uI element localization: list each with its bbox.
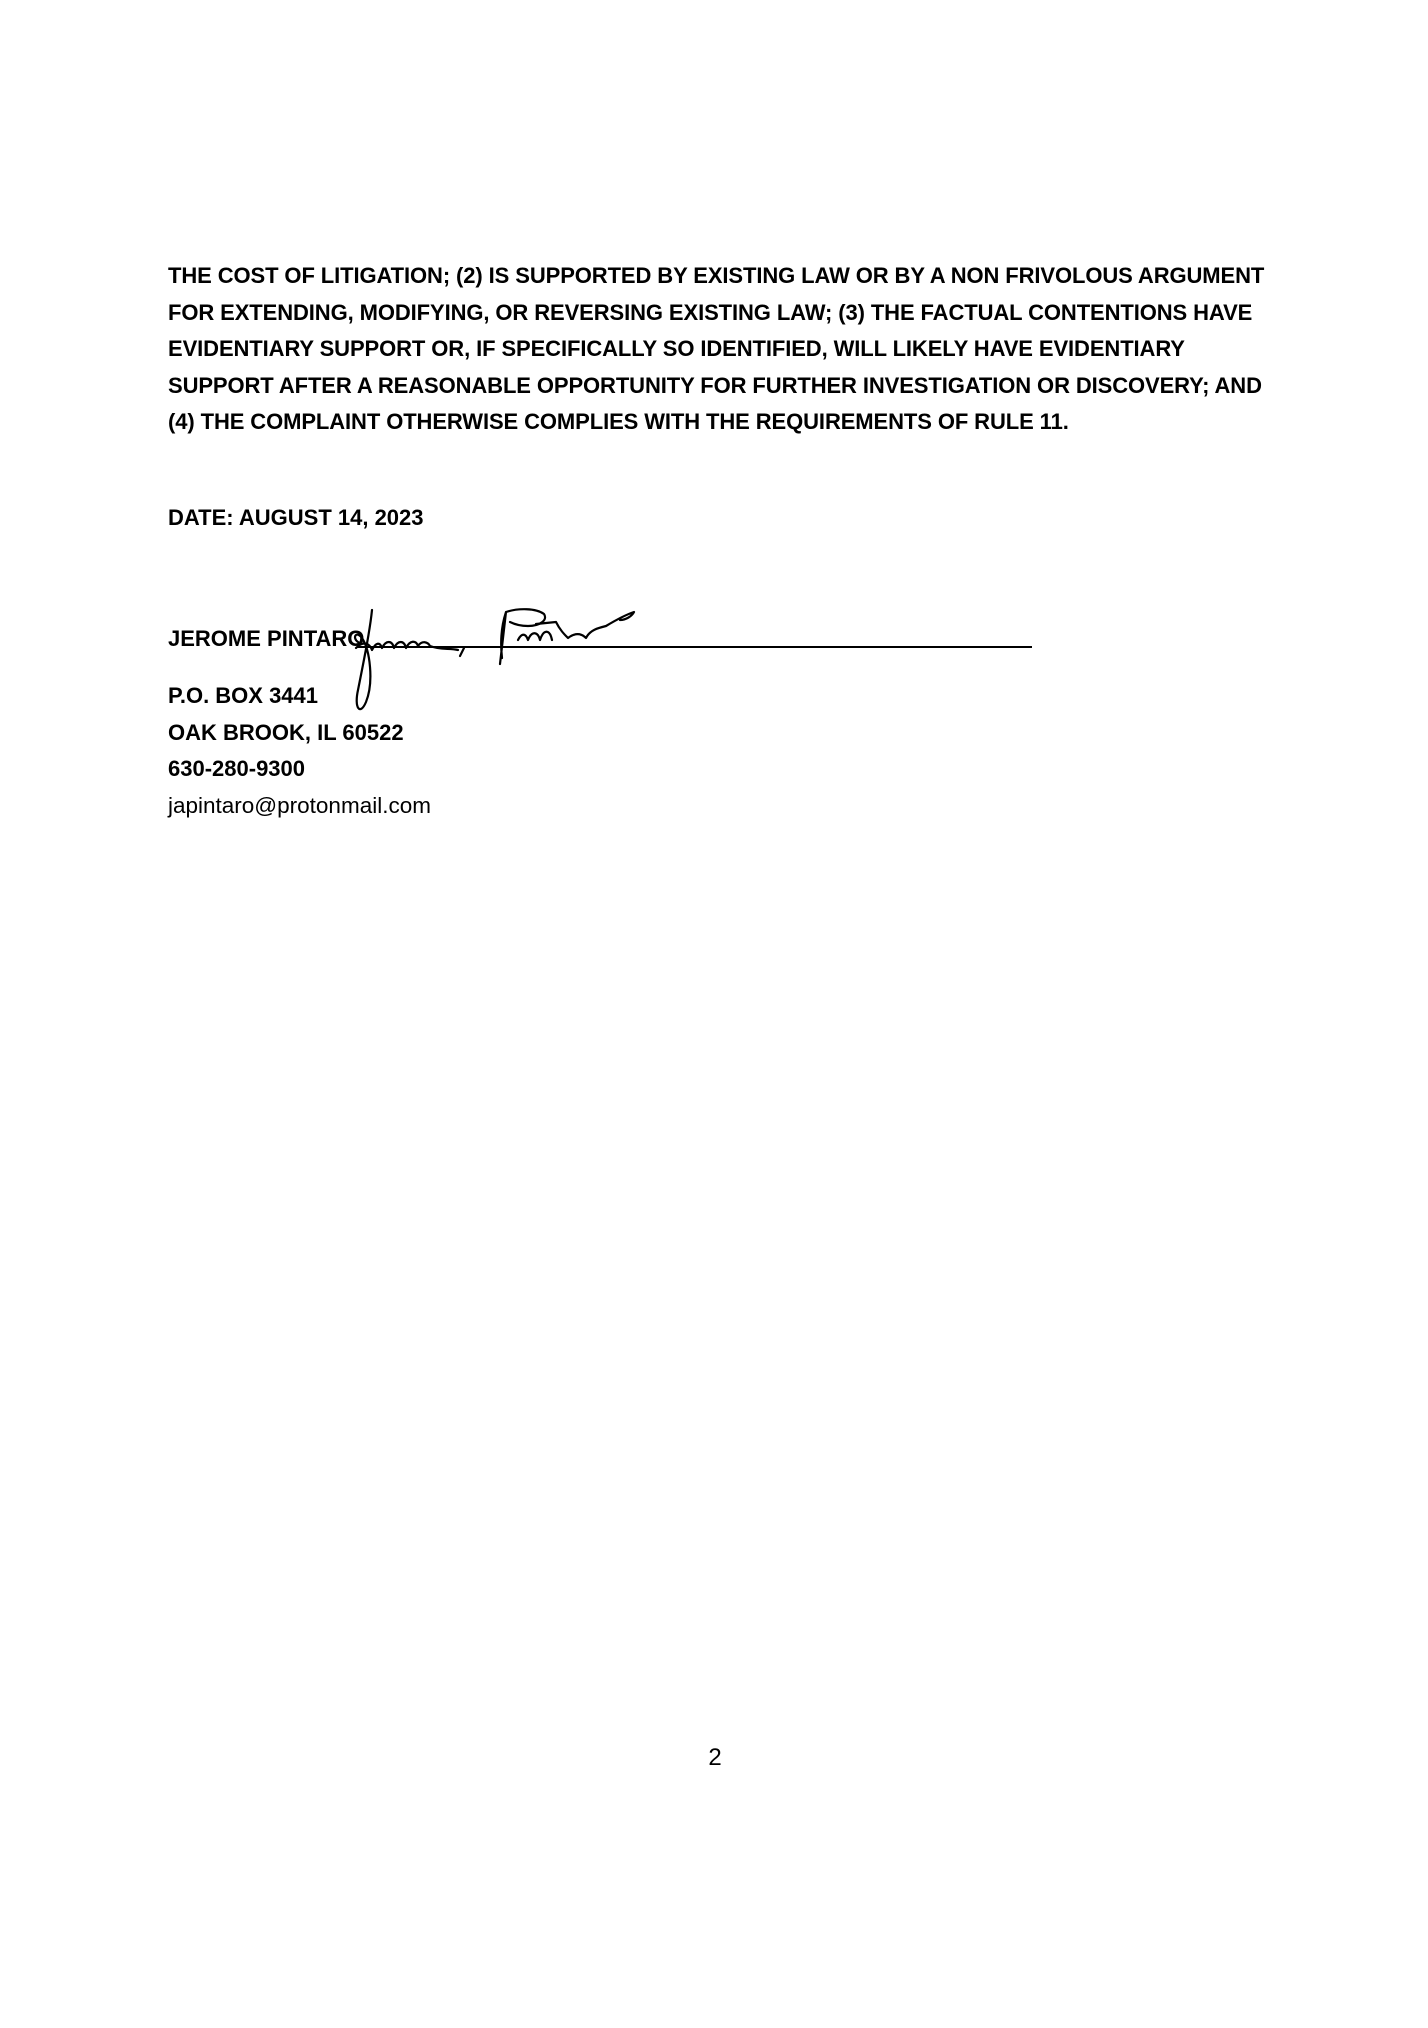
paragraph-line: EVIDENTIARY SUPPORT OR, IF SPECIFICALLY SO IDENTIFIED, WILL LIKELY HAVE EVIDENTIARY xyxy=(168,336,1185,361)
signer-name: JEROME PINTARO xyxy=(168,626,365,651)
po-box: P.O. BOX 3441 xyxy=(168,683,319,708)
contact-block xyxy=(168,678,431,824)
paragraph-line: FOR EXTENDING, MODIFYING, OR REVERSING EXISTING LAW; (3) THE FACTUAL CONTENTIONS HAVE xyxy=(168,299,1253,325)
signature-stroke-erome xyxy=(356,642,458,650)
certification-paragraph xyxy=(168,258,1268,441)
date-line: DATE: AUGUST 14, 2023 xyxy=(168,505,424,530)
city-state-zip: OAK BROOK, IL 60522 xyxy=(168,719,404,745)
paragraph-line: THE COST OF LITIGATION; (2) IS SUPPORTED BY EXISTING LAW OR BY A NON FRIVOLOUS ARGUMENT xyxy=(168,263,1265,288)
email-address: japintaro@protonmail.com xyxy=(168,792,431,818)
page-number: 2 xyxy=(708,1744,722,1771)
phone-number: 630-280-9300 xyxy=(168,756,306,781)
paragraph-line: SUPPORT AFTER A REASONABLE OPPORTUNITY FOR FURTHER INVESTIGATION OR DISCOVERY; AND xyxy=(168,372,1262,398)
paragraph-line: (4) THE COMPLAINT OTHERWISE COMPLIES WITH THE REQUIREMENTS OF RULE 11. xyxy=(168,409,1069,434)
signature-stroke-comma xyxy=(460,648,464,656)
